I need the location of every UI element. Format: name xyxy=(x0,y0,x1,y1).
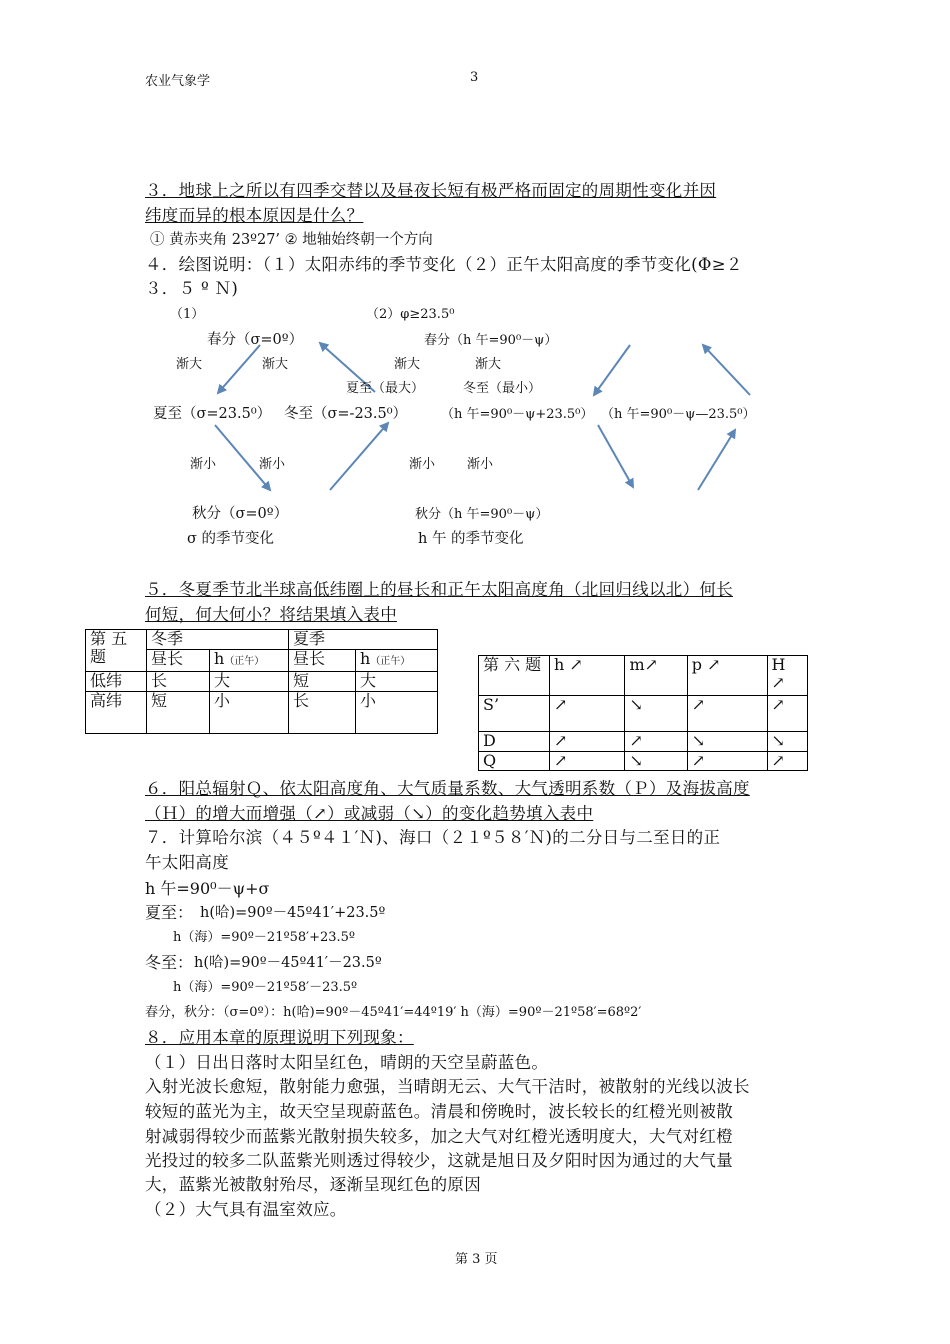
q7-summer-ha: h(哈)=90º－45º41′+23.5º xyxy=(200,905,386,921)
table6-corner: 第 六 题 xyxy=(479,656,550,696)
table6-cell: ↗ xyxy=(550,732,625,752)
table6-cell: ↗ xyxy=(767,752,807,771)
q6-line1: ６．阳总辐射Ｑ、依太阳高度角、大气质量系数、大气透明系数（Ｐ）及海拔高度 xyxy=(145,779,750,798)
table6-cell: ↘ xyxy=(767,732,807,752)
table6-row-label: D xyxy=(479,732,550,752)
q8-answer-line: 光投过的较多二队蓝紫光则透过得较少，这就是旭日及夕阳时因为通过的大气量 xyxy=(145,1151,733,1170)
table6-row xyxy=(479,752,808,771)
arrow-winter-to-spring-2 xyxy=(703,345,750,395)
table6-row xyxy=(479,696,808,732)
table5-row xyxy=(86,692,438,734)
table6-header: m↗ xyxy=(625,656,687,696)
diagram1-inc-left: 渐大 xyxy=(176,357,203,372)
header-page-number: 3 xyxy=(470,70,479,85)
table6-cell: ↘ xyxy=(625,696,687,732)
table5-cell: 小 xyxy=(210,692,289,734)
table5-summer-daylen: 昼长 xyxy=(289,650,356,672)
table5-winter-daylen: 昼长 xyxy=(147,650,210,672)
q5-line1: ５．冬夏季节北半球高低纬圈上的昼长和正午太阳高度角（北回归线以北）何长 xyxy=(145,580,733,599)
diagram2-winter-formula: （h 午=90⁰－ψ—23.5⁰） xyxy=(601,407,756,422)
table6-cell: ↘ xyxy=(625,752,687,771)
diagram1-winter: 冬至（σ=-23.5⁰） xyxy=(284,406,408,422)
table5-cell: 大 xyxy=(210,672,289,692)
table5-corner: 第 五 题 xyxy=(86,630,147,672)
q4-line1: ４．绘图说明：（１）太阳赤纬的季节变化（２）正午太阳高度的季节变化(Φ≥２ xyxy=(145,255,743,274)
diagram2-inc-left: 渐大 xyxy=(394,357,421,372)
table6-cell: ↗ xyxy=(625,732,687,752)
q7-winter-label: 冬至： xyxy=(145,953,194,972)
q3-answer: ① 黄赤夹角 23º27’ ② 地轴始终朝一个方向 xyxy=(150,232,433,248)
q7-line2: 午太阳高度 xyxy=(145,853,229,872)
diagram1-autumn: 秋分（σ=0º） xyxy=(192,506,289,522)
q8-answer-line: 入射光波长愈短，散射能力愈强，当晴朗无云、大气干洁时，被散射的光线以波长 xyxy=(145,1077,750,1096)
table5-cell: 短 xyxy=(147,692,210,734)
diagram2-summer-max: 夏至（最大） xyxy=(346,381,425,396)
table5-summer-h-symbol: h xyxy=(360,649,371,668)
diagram1-label: （1） xyxy=(170,307,205,322)
table6-cell: ↗ xyxy=(550,696,625,732)
q7-winter-ha: h(哈)=90º－45º41′－23.5º xyxy=(194,955,382,971)
q8-sub1: （１）日出日落时太阳呈红色，晴朗的天空呈蔚蓝色。 xyxy=(145,1053,549,1072)
diagram1-spring: 春分（σ=0º） xyxy=(207,332,304,348)
table5-cell: 大 xyxy=(356,672,438,692)
q8-title: ８．应用本章的原理说明下列现象： xyxy=(145,1028,414,1047)
diagram2-winter-min: 冬至（最小） xyxy=(463,381,542,396)
q7-equinox: 春分，秋分：（σ=0º）：h(哈)=90º－45º41′=44º19′ h（海）=90º－21º58′=68º2′ xyxy=(145,1005,642,1020)
table5-winter-h-symbol: h xyxy=(214,649,225,668)
diagram1-summer: 夏至（σ=23.5⁰） xyxy=(153,406,272,422)
arrow-autumn-to-winter-2 xyxy=(698,430,735,490)
table5-cell: 小 xyxy=(356,692,438,734)
diagram2-autumn: 秋分（h 午=90⁰－ψ） xyxy=(415,507,549,522)
table5-winter-header: 冬季 xyxy=(147,630,289,650)
q8-answer-line: 较短的蓝光为主，故天空呈现蔚蓝色。清晨和傍晚时，波长较长的红橙光则被散 xyxy=(145,1102,733,1121)
table6-cell: ↘ xyxy=(687,732,767,752)
q4-line2: ３．５ º Ｎ) xyxy=(145,279,239,298)
q3-line2: 纬度而异的根本原因是什么？ xyxy=(145,206,364,225)
diagram1-dec-right: 渐小 xyxy=(259,457,286,472)
table5-winter-h xyxy=(210,650,289,672)
table6-row xyxy=(479,732,808,752)
table5-summer-h xyxy=(356,650,438,672)
q3-line1: ３．地球上之所以有四季交替以及昼夜长短有极严格而固定的周期性变化并因 xyxy=(145,181,717,200)
diagram2-label: （2）φ≥23.5⁰ xyxy=(366,307,455,322)
diagram1-inc-right: 渐大 xyxy=(262,357,289,372)
table5-summer-h-noon: （正午） xyxy=(370,656,411,667)
q8-answer-line: 大，蓝紫光被散射殆尽，逐渐呈现红色的原因 xyxy=(145,1175,481,1194)
q8-answer-line: 射减弱得较少而蓝紫光散射损失较多，加之大气对红橙光透明度大，大气对红橙 xyxy=(145,1127,733,1146)
q7-line1: ７．计算哈尔滨（４５º４１′Ｎ)、海口（２１º５８′Ｎ)的二分日与二至日的正 xyxy=(145,828,721,847)
table6-header: h ↗ xyxy=(550,656,625,696)
q7-summer-label: 夏至： xyxy=(145,903,194,922)
diagram2-caption: h 午 的季节变化 xyxy=(418,531,524,547)
arrow-summer-to-autumn-2 xyxy=(598,425,633,487)
table6-cell: ↗ xyxy=(687,696,767,732)
table6-header: p ↗ xyxy=(687,656,767,696)
table6-header: H ↗ xyxy=(767,656,807,696)
table6-row-label: S’ xyxy=(479,696,550,732)
diagram2-dec-left: 渐小 xyxy=(409,457,436,472)
diagram2-inc-right: 渐大 xyxy=(475,357,502,372)
diagram1-caption: σ 的季节变化 xyxy=(187,531,275,547)
q8-sub2: （２）大气具有温室效应。 xyxy=(145,1200,347,1219)
table5-row-label: 高纬 xyxy=(86,692,147,734)
table5-row xyxy=(86,672,438,692)
table-q6 xyxy=(478,655,808,771)
q7-winter-hai: h（海）=90º－21º58′－23.5º xyxy=(173,980,358,995)
diagram2-dec-right: 渐小 xyxy=(467,457,494,472)
table6-cell: ↗ xyxy=(767,696,807,732)
table6-cell: ↗ xyxy=(687,752,767,771)
arrow-spring-to-summer-1 xyxy=(218,345,260,393)
table5-summer-header: 夏季 xyxy=(289,630,438,650)
table6-cell: ↗ xyxy=(550,752,625,771)
header-title: 农业气象学 xyxy=(145,74,211,89)
table5-cell: 短 xyxy=(289,672,356,692)
q6-line2: （Ｈ）的增大而增强（↗）或减弱（↘）的变化趋势填入表中 xyxy=(145,804,594,823)
table6-row-label: Q xyxy=(479,752,550,771)
q5-line2: 何短，何大何小？将结果填入表中 xyxy=(145,605,397,624)
table5-cell: 长 xyxy=(147,672,210,692)
q7-summer-hai: h（海）=90º－21º58′+23.5º xyxy=(173,930,356,945)
table5-winter-h-noon: （正午） xyxy=(224,656,265,667)
footer-page: 第 3 页 xyxy=(455,1252,498,1267)
table5-row-label: 低纬 xyxy=(86,672,147,692)
diagram2-spring: 春分（h 午=90⁰－ψ） xyxy=(424,333,558,348)
arrow-spring-to-summer-2 xyxy=(594,345,630,395)
table5-cell: 长 xyxy=(289,692,356,734)
arrow-autumn-to-winter-1 xyxy=(330,423,388,490)
diagram2-summer-formula: （h 午=90⁰－ψ+23.5⁰） xyxy=(441,407,594,422)
diagram1-dec-left: 渐小 xyxy=(190,457,217,472)
table-q5 xyxy=(85,629,438,734)
q7-formula: h 午=90⁰－ψ+σ xyxy=(145,879,270,898)
